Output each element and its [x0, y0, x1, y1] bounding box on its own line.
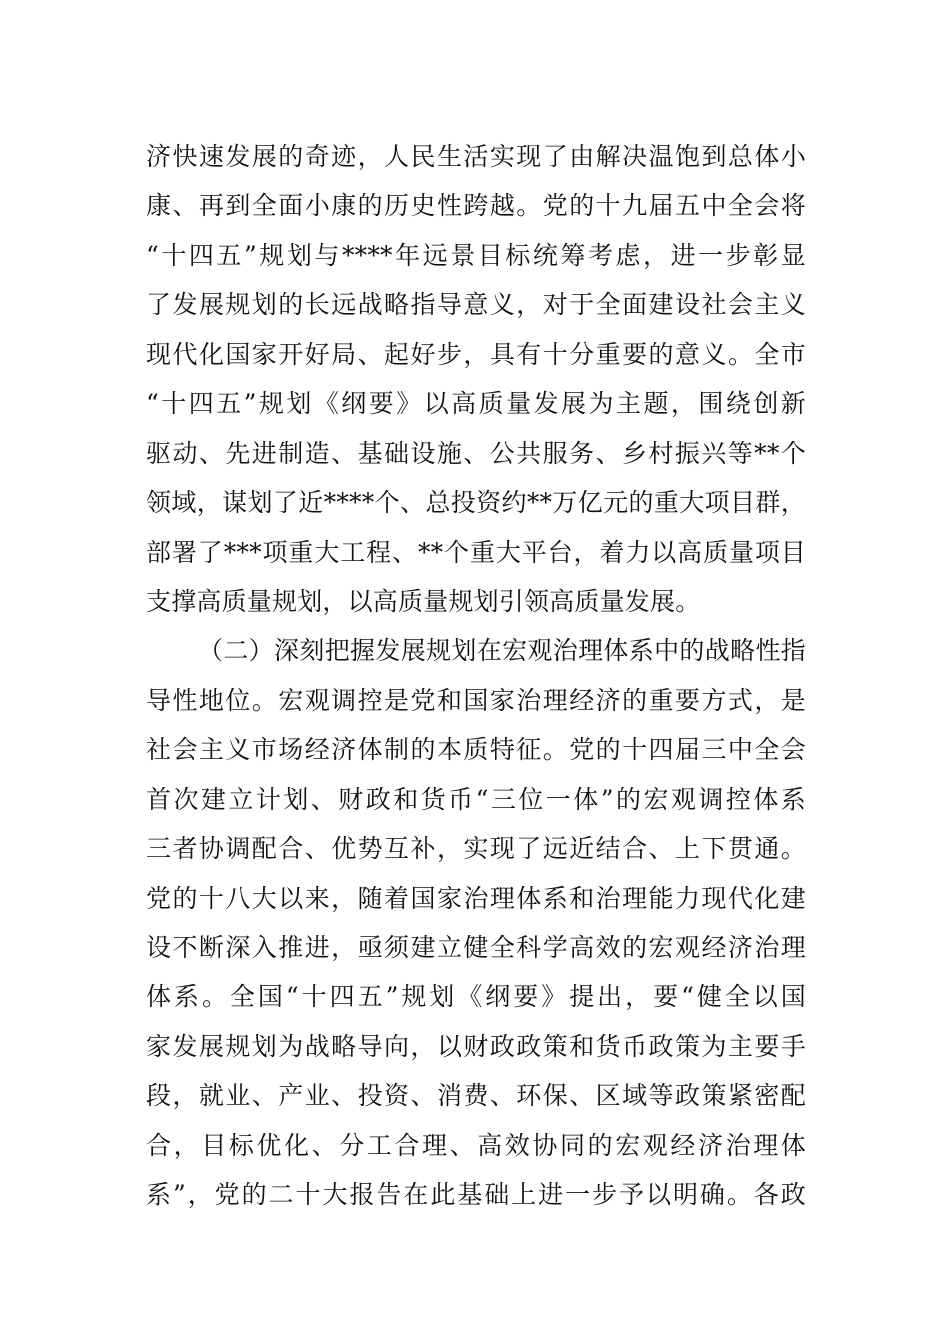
text-line: 系”，党的二十大报告在此基础上进一步予以明确。各政	[146, 1180, 806, 1210]
text-line: 驱动、先进制造、基础设施、公共服务、乡村振兴等**个	[146, 438, 806, 468]
text-line: 合，目标优化、分工合理、高效协同的宏观经济治理体	[146, 1130, 806, 1160]
text-line: 社会主义市场经济体制的本质特征。党的十四届三中全会	[146, 735, 806, 765]
text-line: 三者协调配合、优势互补，实现了远近结合、上下贯通。	[146, 834, 806, 864]
text-line: 体系。全国“十四五”规划《纲要》提出，要“健全以国	[146, 982, 806, 1012]
text-line: 家发展规划为战略导向，以财政政策和货币政策为主要手	[146, 1031, 806, 1061]
text-line: 了发展规划的长远战略指导意义，对于全面建设社会主义	[146, 290, 806, 320]
paragraph-2	[146, 626, 806, 1219]
text-line: （二）深刻把握发展规划在宏观治理体系中的战略性指	[198, 636, 806, 666]
text-line: 党的十八大以来，随着国家治理体系和治理能力现代化建	[146, 883, 806, 913]
text-line: 段，就业、产业、投资、消费、环保、区域等政策紧密配	[146, 1081, 806, 1111]
paragraph-1	[146, 132, 806, 626]
text-line: “十四五”规划《纲要》以高质量发展为主题，围绕创新	[146, 389, 806, 419]
text-line: 导性地位。宏观调控是党和国家治理经济的重要方式，是	[146, 685, 806, 715]
text-line: “十四五”规划与****年远景目标统筹考虑，进一步彰显	[146, 240, 806, 270]
text-line: 领域，谋划了近****个、总投资约**万亿元的重大项目群，	[146, 488, 806, 518]
text-line: 首次建立计划、财政和货币“三位一体”的宏观调控体系	[146, 784, 806, 814]
text-line: 康、再到全面小康的历史性跨越。党的十九届五中全会将	[146, 191, 806, 221]
text-line: 设不断深入推进，亟须建立健全科学高效的宏观经济治理	[146, 933, 806, 962]
text-line: 济快速发展的奇迹，人民生活实现了由解决温饱到总体小	[146, 142, 806, 171]
body-text	[146, 132, 806, 1220]
text-line: 支撑高质量规划，以高质量规划引领高质量发展。	[146, 586, 701, 616]
text-line: 部署了***项重大工程、**个重大平台，着力以高质量项目	[146, 537, 806, 567]
text-line: 现代化国家开好局、起好步，具有十分重要的意义。全市	[146, 339, 806, 369]
